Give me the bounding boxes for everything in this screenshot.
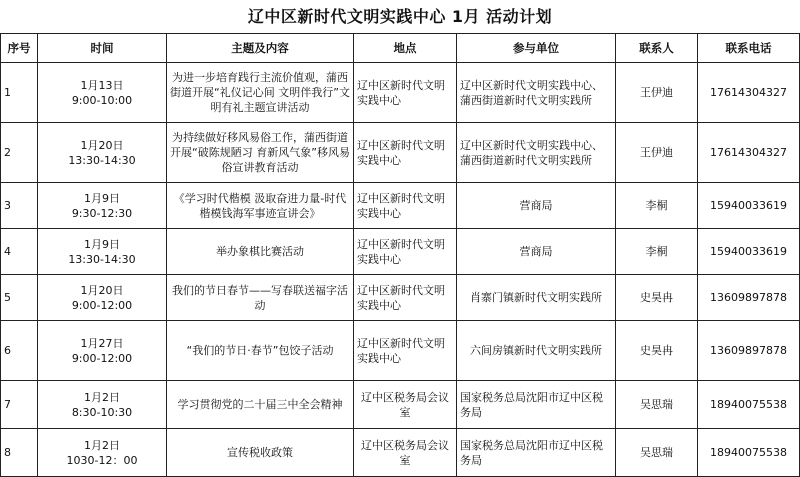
- cell-seq: 4: [1, 229, 38, 275]
- cell-time-range: 9:00-12:00: [71, 298, 133, 312]
- activity-schedule-table: [0, 33, 800, 477]
- cell-time: [38, 229, 167, 275]
- cell-time-range: 1030-12：00: [66, 453, 138, 467]
- cell-date: 1月2日: [84, 438, 120, 452]
- cell-seq: 1: [1, 63, 38, 123]
- header-time: 时间: [38, 34, 167, 63]
- cell-units: 国家税务总局沈阳市辽中区税务局: [457, 429, 616, 477]
- cell-contact: 李桐: [616, 229, 698, 275]
- cell-phone: 18940075538: [698, 429, 800, 477]
- cell-date: 1月27日: [80, 336, 124, 350]
- cell-place: 辽中区新时代文明实践中心: [354, 321, 457, 381]
- cell-seq: 3: [1, 183, 38, 229]
- cell-place: 辽中区税务局会议室: [354, 429, 457, 477]
- cell-phone: 17614304327: [698, 123, 800, 183]
- cell-units: 营商局: [457, 183, 616, 229]
- cell-time-range: 13:30-14:30: [68, 153, 136, 167]
- cell-contact: 吴思瑞: [616, 429, 698, 477]
- cell-time-range: 9:00-12:00: [71, 351, 133, 365]
- cell-units: 肖寨门镇新时代文明实践所: [457, 275, 616, 321]
- cell-topic: 举办象棋比赛活动: [167, 229, 354, 275]
- header-place: 地点: [354, 34, 457, 63]
- cell-phone: 13609897878: [698, 321, 800, 381]
- cell-time: [38, 275, 167, 321]
- cell-units: 辽中区新时代文明实践中心、蒲西街道新时代文明实践所: [457, 123, 616, 183]
- cell-seq: 8: [1, 429, 38, 477]
- cell-topic: 为进一步培育践行主流价值观，蒲西街道开展“礼仪记心间 文明伴我行”文明有礼主题宣讲活动: [167, 63, 354, 123]
- cell-place: 辽中区税务局会议室: [354, 381, 457, 429]
- cell-date: 1月9日: [84, 237, 120, 251]
- cell-topic: 《学习时代楷模 汲取奋进力量-时代楷模钱海军事迹宣讲会》: [167, 183, 354, 229]
- table-row: [1, 229, 800, 275]
- cell-contact: 吴思瑞: [616, 381, 698, 429]
- cell-time-range: 13:30-14:30: [68, 252, 136, 266]
- cell-contact: 史昊冉: [616, 321, 698, 381]
- cell-date: 1月2日: [84, 390, 120, 404]
- cell-place: 辽中区新时代文明实践中心: [354, 229, 457, 275]
- cell-phone: 13609897878: [698, 275, 800, 321]
- cell-contact: 李桐: [616, 183, 698, 229]
- header-topic: 主题及内容: [167, 34, 354, 63]
- cell-units: 营商局: [457, 229, 616, 275]
- cell-date: 1月20日: [80, 138, 124, 152]
- cell-seq: 7: [1, 381, 38, 429]
- cell-time: [38, 321, 167, 381]
- cell-date: 1月13日: [80, 78, 124, 92]
- cell-place: 辽中区新时代文明实践中心: [354, 275, 457, 321]
- table-row: [1, 275, 800, 321]
- cell-time-range: 9:30-12:30: [71, 206, 133, 220]
- page-title: 辽中区新时代文明实践中心 1月 活动计划: [247, 7, 553, 26]
- cell-units: 六间房镇新时代文明实践所: [457, 321, 616, 381]
- table-row: [1, 183, 800, 229]
- cell-place: 辽中区新时代文明实践中心: [354, 123, 457, 183]
- cell-topic: 宣传税收政策: [167, 429, 354, 477]
- cell-phone: 15940033619: [698, 229, 800, 275]
- header-contact: 联系人: [616, 34, 698, 63]
- table-row: [1, 321, 800, 381]
- cell-time-range: 8:30-10:30: [71, 405, 133, 419]
- cell-time: [38, 183, 167, 229]
- cell-time: [38, 429, 167, 477]
- table-row: [1, 123, 800, 183]
- cell-phone: 15940033619: [698, 183, 800, 229]
- cell-contact: 王伊迪: [616, 123, 698, 183]
- cell-place: 辽中区新时代文明实践中心: [354, 63, 457, 123]
- cell-seq: 6: [1, 321, 38, 381]
- cell-phone: 18940075538: [698, 381, 800, 429]
- table-row: [1, 63, 800, 123]
- header-phone: 联系电话: [698, 34, 800, 63]
- cell-time-range: 9:00-10:00: [71, 93, 133, 107]
- table-header-row: [1, 34, 800, 63]
- cell-contact: 史昊冉: [616, 275, 698, 321]
- cell-seq: 2: [1, 123, 38, 183]
- header-units: 参与单位: [457, 34, 616, 63]
- cell-units: 辽中区新时代文明实践中心、蒲西街道新时代文明实践所: [457, 63, 616, 123]
- cell-time: [38, 381, 167, 429]
- table-row: [1, 381, 800, 429]
- cell-contact: 王伊迪: [616, 63, 698, 123]
- cell-date: 1月9日: [84, 191, 120, 205]
- cell-date: 1月20日: [80, 283, 124, 297]
- cell-place: 辽中区新时代文明实践中心: [354, 183, 457, 229]
- cell-seq: 5: [1, 275, 38, 321]
- cell-topic: 我们的节日春节——写春联送福字活动: [167, 275, 354, 321]
- header-seq: 序号: [1, 34, 38, 63]
- cell-topic: “我们的节日·春节”包饺子活动: [167, 321, 354, 381]
- cell-topic: 学习贯彻党的二十届三中全会精神: [167, 381, 354, 429]
- cell-time: [38, 63, 167, 123]
- cell-time: [38, 123, 167, 183]
- cell-phone: 17614304327: [698, 63, 800, 123]
- cell-topic: 为持续做好移风易俗工作，蒲西街道开展“破陈规陋习 育新风气象”移风易俗宣讲教育活动: [167, 123, 354, 183]
- table-row: [1, 429, 800, 477]
- cell-units: 国家税务总局沈阳市辽中区税务局: [457, 381, 616, 429]
